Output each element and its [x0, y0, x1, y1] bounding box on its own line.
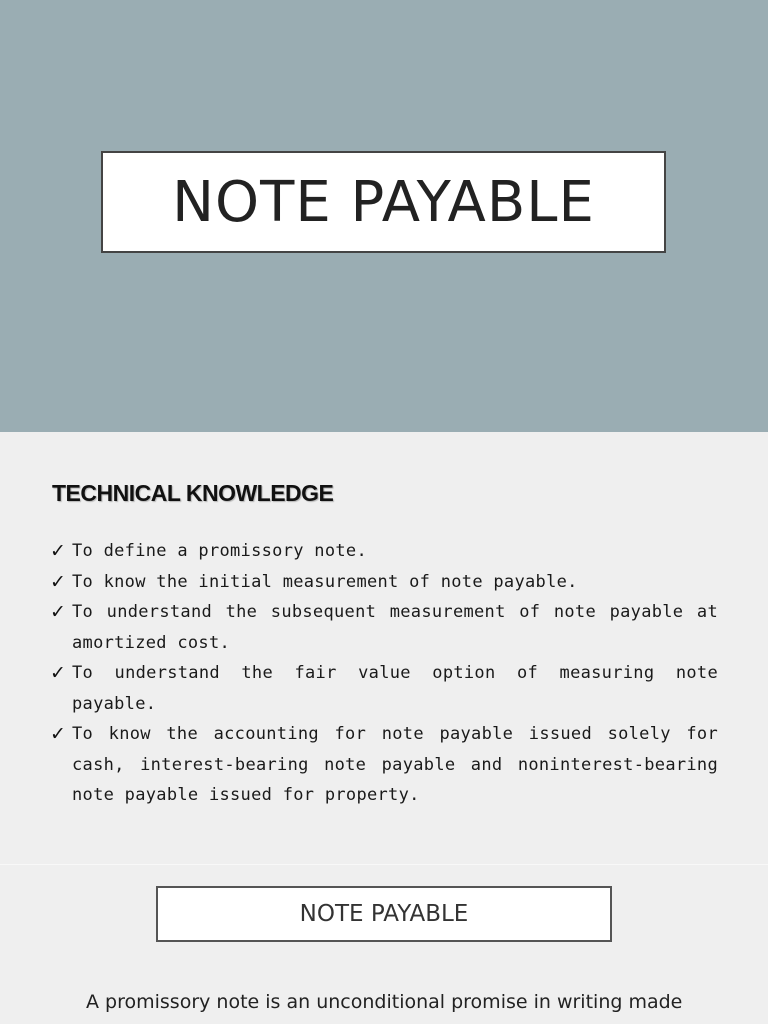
slide-subtitle: NOTE PAYABLE — [299, 901, 469, 927]
objective-text: To know the accounting for note payable issued solely for cash, interest-bearing note payable and noninterest-bearing note payable issued for property. — [72, 724, 718, 805]
objective-text: To understand the subsequent measurement of note payable at amortized cost. — [72, 602, 718, 653]
list-item — [50, 536, 718, 567]
objective-text: To understand the fair value option of measuring note payable. — [72, 663, 718, 714]
definition-slide — [0, 865, 768, 1024]
list-item — [50, 567, 718, 598]
definition-paragraph: A promissory note is an unconditional promise in writing made — [86, 991, 683, 1013]
slide-title: NOTE PAYABLE — [172, 169, 595, 235]
objectives-slide — [0, 432, 768, 864]
objective-text: To define a promissory note. — [72, 541, 367, 561]
checkmark-icon: ✓ — [50, 601, 66, 623]
objective-text: To know the initial measurement of note payable. — [72, 571, 578, 592]
title-slide — [0, 0, 768, 432]
section-heading: TECHNICAL KNOWLEDGE — [52, 480, 334, 506]
objectives-list — [50, 536, 718, 811]
checkmark-icon: ✓ — [50, 662, 66, 684]
list-item — [50, 597, 718, 658]
checkmark-icon: ✓ — [50, 540, 66, 562]
list-item — [50, 658, 718, 719]
subtitle-box — [156, 886, 612, 942]
checkmark-icon: ✓ — [50, 570, 66, 593]
checkmark-icon: ✓ — [50, 723, 66, 745]
list-item — [50, 719, 718, 811]
title-box — [101, 151, 666, 253]
